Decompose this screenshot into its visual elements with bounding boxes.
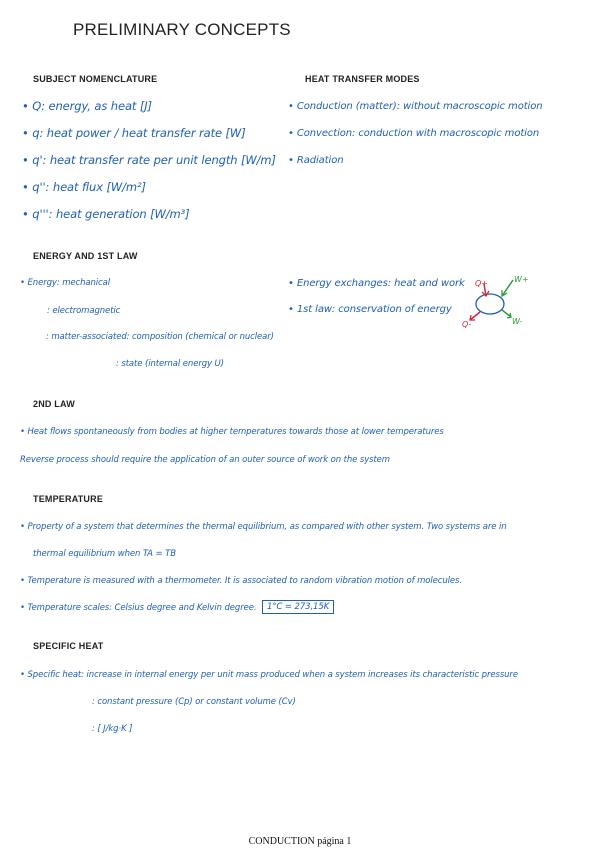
system-body [476, 294, 504, 314]
nomenclature-item: • Q: energy, as heat [J] [22, 99, 152, 113]
first-law-item: • 1st law: conservation of energy [288, 304, 452, 315]
energy-exchange-item: • Energy exchanges: heat and work [288, 278, 465, 289]
temperature-line: • Temperature is measured with a thermometer. It is associated to random vibration motion of molecules. [20, 576, 462, 586]
mode-item: • Convection: conduction with macroscopic motion [288, 128, 540, 139]
second-law-line: • Heat flows spontaneously from bodies at higher temperatures towards those at lower temperatures [20, 427, 444, 437]
energy-item: : state (internal energy U) [116, 359, 224, 369]
specific-heat-line: • Specific heat: increase in internal energy per unit mass produced when a system increases its characteristic pressure [20, 670, 518, 680]
nomenclature-item: • q''': heat generation [W/m³] [22, 207, 190, 221]
specific-heat-line: : [ J/kg·K ] [92, 724, 133, 734]
q-out-label: Q- [462, 320, 472, 329]
subject-nomenclature-heading: SUBJECT NOMENCLATURE [33, 74, 158, 84]
temperature-heading: TEMPERATURE [33, 494, 104, 504]
energy-item: : matter-associated: composition (chemical or nuclear) [46, 332, 274, 342]
nomenclature-item: • q: heat power / heat transfer rate [W] [22, 126, 246, 140]
w-in-label: W+ [514, 275, 529, 284]
celsius-kelvin-box: 1°C = 273,15K [262, 600, 334, 614]
mode-item: • Conduction (matter): without macroscopic motion [288, 101, 543, 112]
work-in-arrow [502, 280, 513, 296]
nomenclature-item: • q'': heat flux [W/m²] [22, 180, 146, 194]
heat-out-arrow [470, 312, 480, 320]
w-out-label: W- [512, 317, 523, 326]
temperature-line: • Temperature scales: Celsius degree and Kelvin degree. [20, 603, 257, 613]
specific-heat-heading: SPECIFIC HEAT [33, 641, 104, 651]
q-in-label: Q+ [475, 279, 488, 288]
nomenclature-item: • q': heat transfer rate per unit length [W/m] [22, 153, 276, 167]
energy-heading: ENERGY AND 1ST LAW [33, 251, 138, 261]
page-title: PRELIMINARY CONCEPTS [73, 20, 291, 39]
second-law-heading: 2ND LAW [33, 399, 75, 409]
temperature-line: thermal equilibrium when TA = TB [33, 549, 176, 559]
mode-item: • Radiation [288, 155, 344, 166]
specific-heat-line: : constant pressure (Cp) or constant volume (Cv) [92, 697, 296, 707]
heat-transfer-modes-heading: HEAT TRANSFER MODES [305, 74, 420, 84]
energy-item: : electromagnetic [47, 306, 121, 316]
temperature-line: • Property of a system that determines the thermal equilibrium, as compared with other system. Two systems are in [20, 522, 507, 532]
energy-item: • Energy: mechanical [20, 278, 110, 288]
energy-exchange-diagram [458, 270, 538, 332]
second-law-line: Reverse process should require the application of an outer source of work on the system [20, 455, 390, 465]
page-footer: CONDUCTION página 1 [248, 836, 352, 847]
